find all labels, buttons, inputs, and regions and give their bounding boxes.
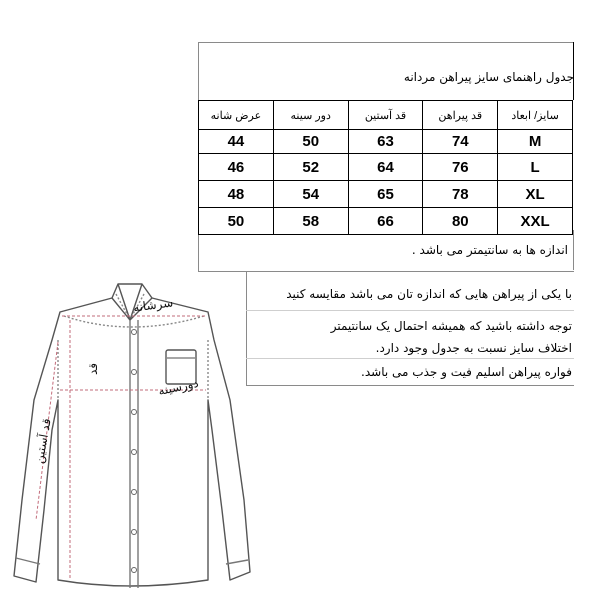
note-tolerance-1: توجه داشته باشید که همیشه احتمال یک سانتیمتر bbox=[330, 319, 572, 333]
table-cell: 74 bbox=[423, 130, 498, 154]
size-table bbox=[198, 100, 573, 235]
note-fit: فواره پیراهن اسلیم فیت و جذب می باشد. bbox=[361, 365, 572, 379]
table-cell: 46 bbox=[199, 154, 274, 181]
note-compare: با یکی از پیراهن هایی که اندازه تان می باشد مقایسه کنید bbox=[286, 287, 572, 301]
table-cell: 54 bbox=[273, 181, 348, 208]
table-cell: 64 bbox=[348, 154, 423, 181]
button-icon bbox=[132, 568, 137, 573]
button-icon bbox=[132, 450, 137, 455]
table-cell: XXL bbox=[498, 208, 573, 235]
length-label: قد bbox=[86, 362, 101, 376]
table-cell: M bbox=[498, 130, 573, 154]
table-cell: L bbox=[498, 154, 573, 181]
frame-right-lower bbox=[573, 230, 574, 270]
header-cell: قد پیراهن bbox=[423, 101, 498, 130]
button-icon bbox=[132, 530, 137, 535]
table-cell: 80 bbox=[423, 208, 498, 235]
header-cell: عرض شانه bbox=[199, 101, 274, 130]
frame-top-line bbox=[198, 42, 574, 43]
table-cell: 65 bbox=[348, 181, 423, 208]
table-row bbox=[199, 208, 573, 235]
table-cell: XL bbox=[498, 181, 573, 208]
cuff-left bbox=[16, 558, 40, 564]
table-row bbox=[199, 130, 573, 154]
table-header-row bbox=[199, 101, 573, 130]
sleeve-label: قد آستین bbox=[31, 417, 54, 465]
note-tolerance-2: اختلاف سایز نسبت به جدول وجود دارد. bbox=[375, 341, 572, 355]
note-units: اندازه ها به سانتیمتر می باشد . bbox=[411, 243, 568, 257]
table-cell: 76 bbox=[423, 154, 498, 181]
chest-label: دورسینه bbox=[156, 375, 200, 399]
shoulder-label: سرشانه bbox=[132, 295, 174, 315]
button-icon bbox=[132, 330, 137, 335]
button-icon bbox=[132, 370, 137, 375]
notes-bottom-line bbox=[246, 385, 574, 386]
table-row bbox=[199, 181, 573, 208]
table-cell: 50 bbox=[199, 208, 274, 235]
table-cell: 48 bbox=[199, 181, 274, 208]
table-row bbox=[199, 154, 573, 181]
button-icon bbox=[132, 410, 137, 415]
table-cell: 66 bbox=[348, 208, 423, 235]
notes-sep-2 bbox=[246, 358, 574, 359]
header-cell: سایز/ ابعاد bbox=[498, 101, 573, 130]
table-cell: 52 bbox=[273, 154, 348, 181]
header-cell: دور سینه bbox=[273, 101, 348, 130]
table-cell: 58 bbox=[273, 208, 348, 235]
cuff-right bbox=[226, 560, 248, 564]
table-cell: 78 bbox=[423, 181, 498, 208]
table-cell: 63 bbox=[348, 130, 423, 154]
frame-mid-line bbox=[198, 271, 574, 272]
header-cell: قد آستین bbox=[348, 101, 423, 130]
chart-title: جدول راهنمای سایز پیراهن مردانه bbox=[403, 70, 574, 84]
button-icon bbox=[132, 490, 137, 495]
notes-sep-1 bbox=[246, 310, 574, 311]
table-cell: 44 bbox=[199, 130, 274, 154]
table-cell: 50 bbox=[273, 130, 348, 154]
shirt-yoke bbox=[64, 316, 204, 327]
